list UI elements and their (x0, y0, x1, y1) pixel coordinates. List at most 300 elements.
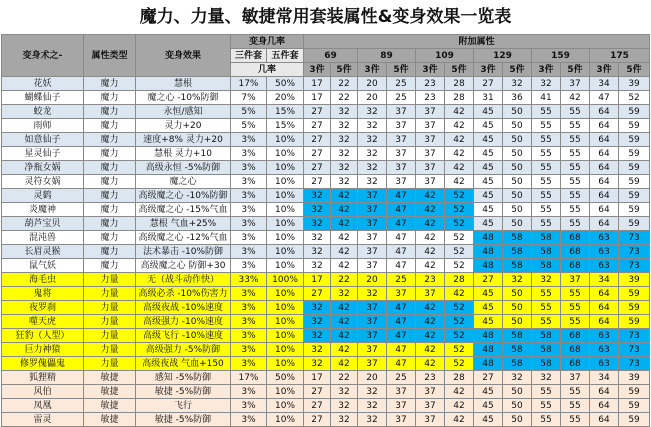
bonus-value: 52 (445, 329, 474, 343)
bonus-value: 42 (416, 357, 445, 371)
rate-five-set: 10% (267, 399, 304, 413)
bonus-value: 64 (590, 413, 619, 427)
rate-three-set: 3% (231, 301, 267, 315)
bonus-value: 42 (331, 259, 358, 273)
transform-effect: 飞行 (136, 399, 231, 413)
bonus-value: 28 (445, 273, 474, 287)
rate-three-set: 3% (231, 231, 267, 245)
bonus-value: 64 (590, 175, 619, 189)
bonus-value: 73 (619, 329, 650, 343)
bonus-value: 42 (331, 315, 358, 329)
bonus-value: 55 (532, 315, 561, 329)
bonus-value: 32 (331, 175, 358, 189)
rate-three-set: 5% (231, 105, 267, 119)
bonus-value: 32 (304, 259, 331, 273)
header-piece3: 3件 (474, 63, 503, 77)
rate-three-set: 3% (231, 217, 267, 231)
transform-effect: 高级魔之心 -15%气血 (136, 203, 231, 217)
bonus-value: 31 (474, 91, 503, 105)
bonus-value: 39 (619, 77, 650, 91)
bonus-value: 20 (358, 91, 387, 105)
bonus-value: 55 (561, 161, 590, 175)
bonus-value: 47 (387, 315, 416, 329)
bonus-value: 47 (387, 231, 416, 245)
bonus-value: 45 (474, 287, 503, 301)
rate-three-set: 3% (231, 287, 267, 301)
bonus-value: 64 (590, 287, 619, 301)
bonus-value: 52 (445, 189, 474, 203)
header-effect: 变身效果 (136, 35, 231, 77)
table-row (2, 91, 650, 105)
header-piece5: 5件 (619, 63, 650, 77)
bonus-value: 23 (416, 91, 445, 105)
bonus-value: 68 (561, 245, 590, 259)
bonus-value: 68 (561, 231, 590, 245)
transform-effect: 魔之心 (136, 175, 231, 189)
bonus-value: 59 (619, 105, 650, 119)
bonus-value: 25 (387, 371, 416, 385)
attr-type: 力量 (84, 301, 136, 315)
bonus-value: 27 (474, 371, 503, 385)
bonus-value: 37 (358, 343, 387, 357)
transform-effect: 高级强力 -5%防御 (136, 343, 231, 357)
bonus-value: 73 (619, 231, 650, 245)
rate-five-set: 50% (267, 371, 304, 385)
bonus-value: 37 (387, 133, 416, 147)
bonus-value: 37 (416, 399, 445, 413)
bonus-value: 28 (445, 371, 474, 385)
bonus-value: 28 (445, 77, 474, 91)
bonus-value: 42 (416, 203, 445, 217)
card-name: 凤凰 (2, 399, 84, 413)
header-level: 159 (532, 49, 590, 63)
rate-three-set: 3% (231, 357, 267, 371)
bonus-value: 42 (416, 301, 445, 315)
bonus-value: 32 (358, 147, 387, 161)
bonus-value: 25 (387, 273, 416, 287)
attr-type: 魔力 (84, 259, 136, 273)
transform-effect: 永恒/感知 (136, 105, 231, 119)
table-row (2, 399, 650, 413)
bonus-value: 36 (503, 91, 532, 105)
header-five-set: 五件套 (267, 49, 304, 63)
attr-type: 魔力 (84, 217, 136, 231)
bonus-value: 22 (331, 77, 358, 91)
bonus-value: 27 (304, 287, 331, 301)
table-row (2, 133, 650, 147)
bonus-value: 63 (590, 245, 619, 259)
bonus-value: 32 (358, 413, 387, 427)
bonus-value: 32 (358, 175, 387, 189)
bonus-value: 64 (590, 385, 619, 399)
bonus-value: 37 (358, 203, 387, 217)
bonus-value: 55 (561, 189, 590, 203)
bonus-value: 50 (503, 105, 532, 119)
bonus-value: 55 (532, 399, 561, 413)
table-row (2, 105, 650, 119)
bonus-value: 59 (619, 133, 650, 147)
set-attribute-table (1, 34, 650, 427)
bonus-value: 27 (304, 105, 331, 119)
bonus-value: 64 (590, 119, 619, 133)
rate-five-set: 10% (267, 413, 304, 427)
bonus-value: 68 (561, 343, 590, 357)
transform-effect: 无（战斗动作快） (136, 273, 231, 287)
attr-type: 力量 (84, 273, 136, 287)
bonus-value: 42 (416, 217, 445, 231)
rate-five-set: 100% (267, 273, 304, 287)
bonus-value: 55 (561, 399, 590, 413)
bonus-value: 42 (331, 203, 358, 217)
bonus-value: 50 (503, 301, 532, 315)
rate-five-set: 10% (267, 301, 304, 315)
bonus-value: 27 (304, 385, 331, 399)
bonus-value: 17 (304, 371, 331, 385)
bonus-value: 32 (331, 133, 358, 147)
rate-five-set: 10% (267, 147, 304, 161)
table-body (2, 77, 650, 427)
bonus-value: 45 (474, 133, 503, 147)
bonus-value: 17 (304, 91, 331, 105)
card-name: 狐狸精 (2, 371, 84, 385)
header-level: 129 (474, 49, 532, 63)
bonus-value: 52 (445, 245, 474, 259)
bonus-value: 25 (387, 77, 416, 91)
rate-five-set: 10% (267, 357, 304, 371)
rate-three-set: 3% (231, 175, 267, 189)
bonus-value: 27 (304, 133, 331, 147)
bonus-value: 64 (590, 147, 619, 161)
rate-three-set: 3% (231, 385, 267, 399)
bonus-value: 34 (590, 77, 619, 91)
table-row (2, 231, 650, 245)
bonus-value: 58 (503, 329, 532, 343)
bonus-value: 55 (561, 413, 590, 427)
card-name: 星灵仙子 (2, 147, 84, 161)
bonus-value: 17 (304, 77, 331, 91)
bonus-value: 45 (474, 385, 503, 399)
rate-three-set: 33% (231, 273, 267, 287)
bonus-value: 37 (387, 105, 416, 119)
bonus-value: 37 (358, 245, 387, 259)
bonus-value: 37 (358, 315, 387, 329)
bonus-value: 45 (474, 175, 503, 189)
table-row (2, 203, 650, 217)
bonus-value: 58 (532, 343, 561, 357)
bonus-value: 47 (387, 357, 416, 371)
bonus-value: 64 (590, 161, 619, 175)
bonus-value: 32 (331, 287, 358, 301)
bonus-value: 73 (619, 357, 650, 371)
bonus-value: 73 (619, 343, 650, 357)
rate-three-set: 3% (231, 343, 267, 357)
bonus-value: 45 (474, 147, 503, 161)
transform-effect: 敏捷 -5%防御 (136, 385, 231, 399)
table-row (2, 273, 650, 287)
rate-five-set: 10% (267, 329, 304, 343)
bonus-value: 37 (416, 175, 445, 189)
bonus-value: 55 (561, 287, 590, 301)
bonus-value: 42 (416, 343, 445, 357)
bonus-value: 32 (304, 301, 331, 315)
bonus-value: 58 (503, 259, 532, 273)
header-rate: 变身几率 (231, 35, 304, 49)
rate-three-set: 7% (231, 91, 267, 105)
bonus-value: 58 (532, 245, 561, 259)
bonus-value: 37 (358, 301, 387, 315)
card-name: 混沌兽 (2, 231, 84, 245)
header-extra: 附加属性 (304, 35, 650, 49)
card-name: 夜罗刹 (2, 301, 84, 315)
bonus-value: 42 (445, 413, 474, 427)
attr-type: 力量 (84, 315, 136, 329)
bonus-value: 59 (619, 175, 650, 189)
rate-five-set: 50% (267, 77, 304, 91)
bonus-value: 59 (619, 301, 650, 315)
bonus-value: 37 (561, 77, 590, 91)
bonus-value: 32 (304, 245, 331, 259)
rate-five-set: 10% (267, 245, 304, 259)
bonus-value: 55 (561, 301, 590, 315)
bonus-value: 55 (532, 119, 561, 133)
rate-three-set: 3% (231, 259, 267, 273)
card-name: 灵符女娲 (2, 175, 84, 189)
attr-type: 敏捷 (84, 385, 136, 399)
bonus-value: 47 (387, 259, 416, 273)
bonus-value: 22 (331, 273, 358, 287)
bonus-value: 42 (331, 301, 358, 315)
table-row (2, 77, 650, 91)
bonus-value: 42 (416, 259, 445, 273)
bonus-value: 52 (619, 91, 650, 105)
table-row (2, 175, 650, 189)
bonus-value: 58 (503, 231, 532, 245)
header-piece5: 5件 (503, 63, 532, 77)
table-row (2, 147, 650, 161)
bonus-value: 37 (358, 231, 387, 245)
bonus-value: 32 (358, 119, 387, 133)
bonus-value: 32 (532, 77, 561, 91)
bonus-value: 55 (561, 119, 590, 133)
attr-type: 力量 (84, 357, 136, 371)
bonus-value: 63 (590, 357, 619, 371)
card-name: 蛟龙 (2, 105, 84, 119)
card-name: 如意仙子 (2, 133, 84, 147)
bonus-value: 52 (445, 301, 474, 315)
bonus-value: 37 (387, 287, 416, 301)
bonus-value: 45 (474, 203, 503, 217)
transform-effect: 高级魔之心 -10%防御 (136, 189, 231, 203)
card-name: 灵鹤 (2, 189, 84, 203)
header-level: 109 (416, 49, 474, 63)
transform-effect: 灵力+20 (136, 119, 231, 133)
transform-effect: 感知 -5%防御 (136, 371, 231, 385)
card-name: 鬼将 (2, 287, 84, 301)
card-name: 葫芦宝贝 (2, 217, 84, 231)
bonus-value: 37 (358, 259, 387, 273)
rate-three-set: 3% (231, 329, 267, 343)
card-name: 巨力神猿 (2, 343, 84, 357)
bonus-value: 32 (304, 343, 331, 357)
bonus-value: 37 (416, 105, 445, 119)
bonus-value: 23 (416, 273, 445, 287)
bonus-value: 59 (619, 119, 650, 133)
bonus-value: 27 (474, 77, 503, 91)
bonus-value: 32 (304, 315, 331, 329)
bonus-value: 50 (503, 189, 532, 203)
header-three-set: 三件套 (231, 49, 267, 63)
bonus-value: 47 (387, 329, 416, 343)
header-piece3: 3件 (304, 63, 331, 77)
bonus-value: 37 (561, 273, 590, 287)
bonus-value: 28 (445, 91, 474, 105)
header-level: 175 (590, 49, 650, 63)
header-level: 89 (358, 49, 416, 63)
bonus-value: 64 (590, 189, 619, 203)
bonus-value: 37 (387, 175, 416, 189)
header-rate-label: 几率 (231, 63, 304, 77)
bonus-value: 59 (619, 315, 650, 329)
table-row (2, 357, 650, 371)
card-name: 净瓶女娲 (2, 161, 84, 175)
bonus-value: 20 (358, 77, 387, 91)
bonus-value: 42 (445, 385, 474, 399)
bonus-value: 32 (503, 371, 532, 385)
bonus-value: 58 (503, 343, 532, 357)
header-card: 变身术之- (2, 35, 84, 77)
bonus-value: 32 (532, 371, 561, 385)
card-name: 雨师 (2, 119, 84, 133)
header-piece5: 5件 (331, 63, 358, 77)
card-name: 鼠气妖 (2, 259, 84, 273)
rate-five-set: 10% (267, 133, 304, 147)
bonus-value: 27 (304, 399, 331, 413)
bonus-value: 42 (331, 231, 358, 245)
bonus-value: 55 (532, 189, 561, 203)
bonus-value: 37 (358, 217, 387, 231)
bonus-value: 37 (416, 133, 445, 147)
bonus-value: 25 (387, 91, 416, 105)
bonus-value: 50 (503, 315, 532, 329)
bonus-value: 64 (590, 315, 619, 329)
bonus-value: 17 (304, 273, 331, 287)
bonus-value: 52 (445, 231, 474, 245)
table-row (2, 371, 650, 385)
bonus-value: 63 (590, 231, 619, 245)
header-piece3: 3件 (532, 63, 561, 77)
bonus-value: 45 (474, 161, 503, 175)
table-row (2, 161, 650, 175)
attr-type: 魔力 (84, 189, 136, 203)
table-row (2, 343, 650, 357)
bonus-value: 48 (474, 259, 503, 273)
bonus-value: 37 (416, 385, 445, 399)
bonus-value: 55 (561, 315, 590, 329)
bonus-value: 50 (503, 287, 532, 301)
transform-effect: 慧根 气血+25% (136, 217, 231, 231)
bonus-value: 20 (358, 273, 387, 287)
bonus-value: 52 (445, 217, 474, 231)
bonus-value: 47 (387, 203, 416, 217)
bonus-value: 27 (304, 161, 331, 175)
bonus-value: 37 (387, 385, 416, 399)
bonus-value: 45 (474, 315, 503, 329)
bonus-value: 37 (358, 329, 387, 343)
bonus-value: 52 (445, 203, 474, 217)
bonus-value: 42 (445, 147, 474, 161)
bonus-value: 37 (387, 413, 416, 427)
rate-three-set: 3% (231, 203, 267, 217)
bonus-value: 55 (561, 203, 590, 217)
bonus-value: 47 (387, 217, 416, 231)
bonus-value: 59 (619, 203, 650, 217)
bonus-value: 32 (304, 329, 331, 343)
bonus-value: 22 (331, 91, 358, 105)
bonus-value: 68 (561, 259, 590, 273)
bonus-value: 42 (416, 329, 445, 343)
bonus-value: 32 (331, 119, 358, 133)
bonus-value: 27 (304, 119, 331, 133)
rate-five-set: 10% (267, 259, 304, 273)
page-title: 魔力、力量、敏捷常用套装属性&变身效果一览表 (139, 7, 512, 27)
card-name: 炎魔神 (2, 203, 84, 217)
bonus-value: 63 (590, 329, 619, 343)
rate-three-set: 3% (231, 399, 267, 413)
bonus-value: 32 (532, 273, 561, 287)
rate-five-set: 10% (267, 161, 304, 175)
rate-three-set: 17% (231, 77, 267, 91)
bonus-value: 55 (561, 133, 590, 147)
card-name: 蝴蝶仙子 (2, 91, 84, 105)
bonus-value: 32 (304, 357, 331, 371)
attr-type: 魔力 (84, 203, 136, 217)
bonus-value: 52 (445, 343, 474, 357)
bonus-value: 32 (358, 399, 387, 413)
bonus-value: 32 (304, 231, 331, 245)
bonus-value: 32 (331, 161, 358, 175)
attr-type: 魔力 (84, 161, 136, 175)
attr-type: 力量 (84, 329, 136, 343)
rate-three-set: 3% (231, 315, 267, 329)
bonus-value: 58 (532, 231, 561, 245)
transform-effect: 魔之心 -10%防御 (136, 91, 231, 105)
card-name: 长眉灵猴 (2, 245, 84, 259)
bonus-value: 32 (358, 133, 387, 147)
rate-three-set: 3% (231, 161, 267, 175)
bonus-value: 45 (474, 399, 503, 413)
bonus-value: 37 (416, 119, 445, 133)
header-level: 69 (304, 49, 358, 63)
bonus-value: 32 (331, 413, 358, 427)
bonus-value: 50 (503, 413, 532, 427)
card-name: 雷灵 (2, 413, 84, 427)
bonus-value: 32 (358, 287, 387, 301)
transform-effect: 法术暴击 -10%防御 (136, 245, 231, 259)
rate-five-set: 10% (267, 175, 304, 189)
transform-effect: 高级魔之心 防御+30 (136, 259, 231, 273)
bonus-value: 55 (561, 105, 590, 119)
bonus-value: 42 (445, 161, 474, 175)
rate-five-set: 10% (267, 315, 304, 329)
attr-type: 敏捷 (84, 371, 136, 385)
header-piece3: 3件 (416, 63, 445, 77)
card-name: 风伯 (2, 385, 84, 399)
bonus-value: 37 (416, 161, 445, 175)
bonus-value: 52 (445, 259, 474, 273)
rate-three-set: 3% (231, 413, 267, 427)
bonus-value: 64 (590, 399, 619, 413)
bonus-value: 32 (304, 217, 331, 231)
